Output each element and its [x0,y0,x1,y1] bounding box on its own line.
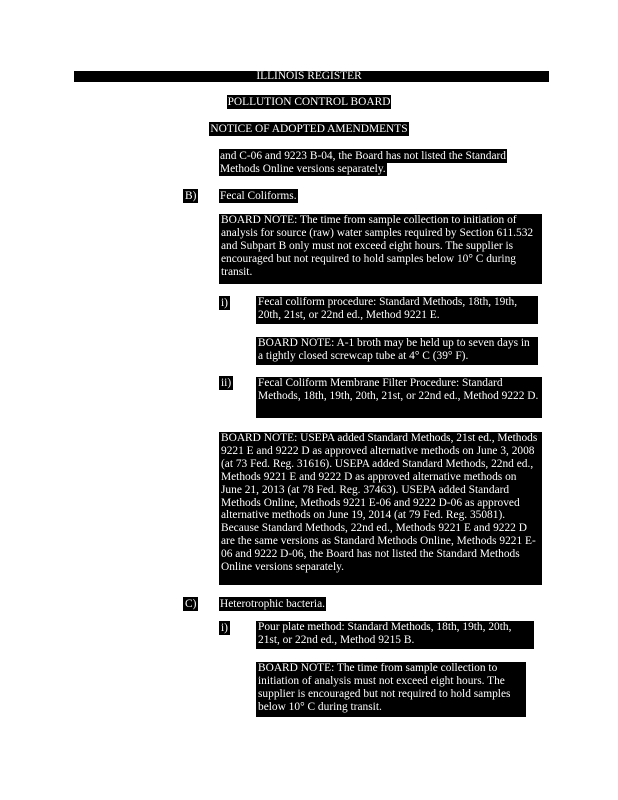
notice-title: NOTICE OF ADOPTED AMENDMENTS [210,123,408,135]
a1-broth-note: BOARD NOTE: A-1 broth may be held up to seven days in a tightly closed screwcap tube at 4° C (39° F). [256,337,538,365]
section-b-ii-marker: ii) [221,377,232,389]
pour-plate-board-note: BOARD NOTE: The time from sample collection to initiation of analysis must not exceed eight hours. The supplier is encouraged but not required to hold samples below 10° C during transit. [256,662,526,717]
section-b-i-marker: i) [221,297,228,309]
section-c-title: Heterotrophic bacteria. [220,598,325,610]
continuation-paragraph: and C-06 and 9223 B-04, the Board has not listed the Standard Methods Online versions separately. [220,150,506,175]
board-name: POLLUTION CONTROL BOARD [227,96,391,108]
section-c-i-marker: i) [221,622,228,634]
membrane-filter-procedure: Fecal Coliform Membrane Filter Procedure: Standard Methods, 18th, 19th, 20th, 21st, or 22nd ed., Method 9222 D. [256,377,542,418]
section-c-marker: C) [185,598,197,610]
fecal-coliform-procedure: Fecal coliform procedure: Standard Methods, 18th, 19th, 20th, 21st, or 22nd ed., Method 9221 E. [256,296,538,324]
section-b-marker: B) [185,190,197,202]
pour-plate-method: Pour plate method: Standard Methods, 18th, 19th, 20th, 21st, or 22nd ed., Method 9215 B. [256,621,534,649]
section-b-board-note: BOARD NOTE: The time from sample collection to initiation of analysis for source (raw) water samples required by Section 611.532 and Subpart B only must not exceed eight hours. The supplier is encouraged but not required to hold samples below 10° C during transit. [219,214,542,284]
register-title: ILLINOIS REGISTER [256,70,362,82]
usepa-board-note: BOARD NOTE: USEPA added Standard Methods, 21st ed., Methods 9221 E and 9222 D as approved alternative methods on June 3, 2008 (at 73 Fed. Reg. 31616). USEPA added Standard Methods, 22nd ed., Methods 9221 E and 9222 D as approved alternative methods on June 21, 2013 (at 78 Fed. Reg. 37463). USEPA added Standard Methods Online, Methods 9221 E-06 and 9222 D-06 as approved alternative methods on June 19, 2014 (at 79 Fed. Reg. 35081). Because Standard Methods, 22nd ed., Methods 9221 E and 9222 D are the same versions as Standard Methods Online, Methods 9221 E-06 and 9222 D-06, the Board has not listed the Standard Methods Online versions separately. [219,432,542,585]
section-b-title: Fecal Coliforms. [220,190,297,202]
